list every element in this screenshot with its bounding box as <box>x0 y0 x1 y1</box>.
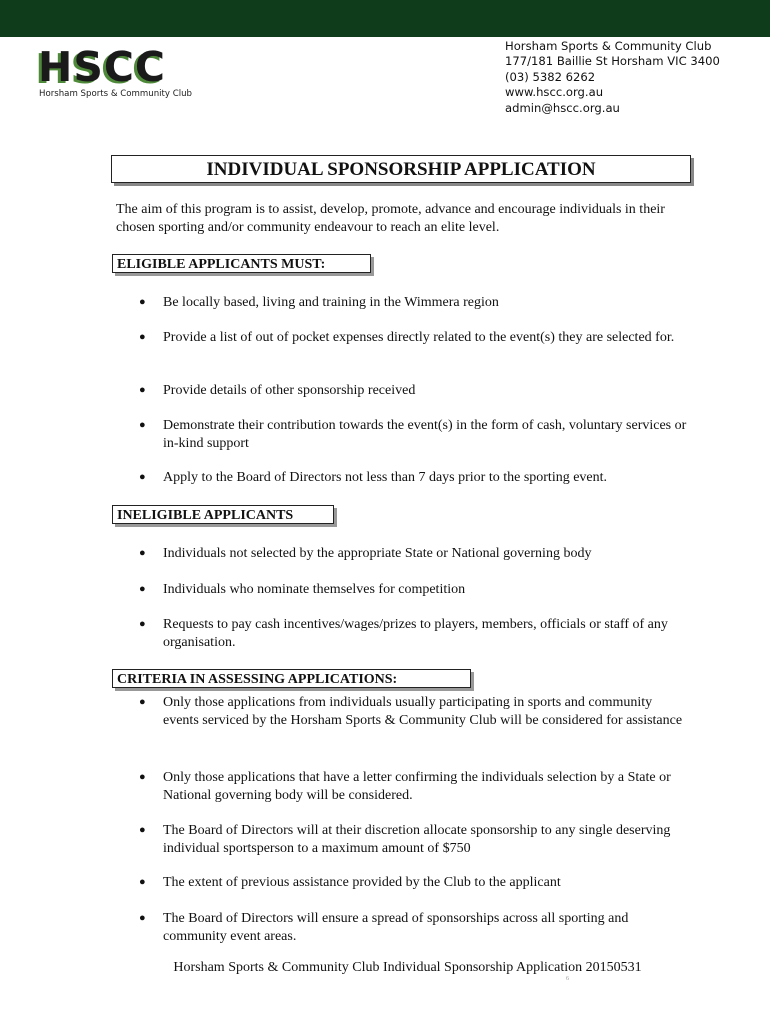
intro-paragraph: The aim of this program is to assist, develop, promote, advance and encourage individuals in their chosen sporting and/or community endeavour to reach an elite level. <box>116 202 665 235</box>
page-title: INDIVIDUAL SPONSORSHIP APPLICATION <box>111 155 691 183</box>
list-item: ● Individuals not selected by the appropriate State or National governing body <box>139 546 592 561</box>
list-item: ● Individuals who nominate themselves for competition <box>139 582 466 597</box>
page-number: 6 <box>566 976 569 982</box>
list-item: ● Demonstrate their contribution towards the event(s) in the form of cash, voluntary services or in-kind support <box>139 418 687 451</box>
bullet-icon: ● <box>139 824 146 836</box>
contact-website: www.hscc.org.au <box>505 85 604 100</box>
list-item: ● Only those applications that have a letter confirming the individuals selection by a State or National governing body will be considered. <box>139 770 671 803</box>
contact-phone: (03) 5382 6262 <box>505 69 596 84</box>
contact-club-name: Horsham Sports & Community Club <box>505 39 712 53</box>
section-heading-eligible: ELIGIBLE APPLICANTS MUST: <box>112 254 371 273</box>
logo-subtitle: Horsham Sports & Community Club <box>39 89 193 99</box>
club-logo <box>38 43 198 104</box>
page-footer: Horsham Sports & Community Club Individual Sponsorship Application 20150531 <box>173 960 642 975</box>
bullet-icon: ● <box>139 419 146 431</box>
section-heading-ineligible: INELIGIBLE APPLICANTS <box>112 505 334 524</box>
logo-wordmark: HSCC <box>38 43 167 91</box>
bullet-icon: ● <box>139 384 146 396</box>
header-bar <box>0 0 770 37</box>
list-item: ● Provide a list of out of pocket expenses directly related to the event(s) they are selected for. <box>139 330 675 345</box>
bullet-icon: ● <box>139 296 146 308</box>
list-item: ● The Board of Directors will at their discretion allocate sponsorship to any single deserving individual sportsperson to a maximum amount of $750 <box>139 823 671 856</box>
list-item: ● Be locally based, living and training in the Wimmera region <box>139 295 499 310</box>
bullet-icon: ● <box>139 696 146 708</box>
bullet-icon: ● <box>139 471 146 483</box>
list-item: ● Apply to the Board of Directors not less than 7 days prior to the sporting event. <box>139 470 608 485</box>
bullet-icon: ● <box>139 912 146 924</box>
list-item: ● Provide details of other sponsorship received <box>139 383 416 398</box>
list-item: ● Requests to pay cash incentives/wages/prizes to players, members, officials or staff of any organisation. <box>139 617 668 650</box>
list-item: ● The Board of Directors will ensure a spread of sponsorships across all sporting and community event areas. <box>139 911 629 944</box>
bullet-icon: ● <box>139 583 146 595</box>
bullet-icon: ● <box>139 547 146 559</box>
bullet-icon: ● <box>139 771 146 783</box>
list-item: ● The extent of previous assistance provided by the Club to the applicant <box>139 875 561 890</box>
bullet-icon: ● <box>139 876 146 888</box>
bullet-icon: ● <box>139 618 146 630</box>
contact-address: 177/181 Baillie St Horsham VIC 3400 <box>505 54 720 69</box>
bullet-icon: ● <box>139 331 146 343</box>
contact-block <box>505 39 720 116</box>
list-item: ● Only those applications from individuals usually participating in sports and community events serviced by the Horsham Sports & Community Club will be considered for assistance <box>139 695 683 728</box>
section-heading-criteria: CRITERIA IN ASSESSING APPLICATIONS: <box>112 669 471 688</box>
contact-email: admin@hscc.org.au <box>505 100 620 115</box>
